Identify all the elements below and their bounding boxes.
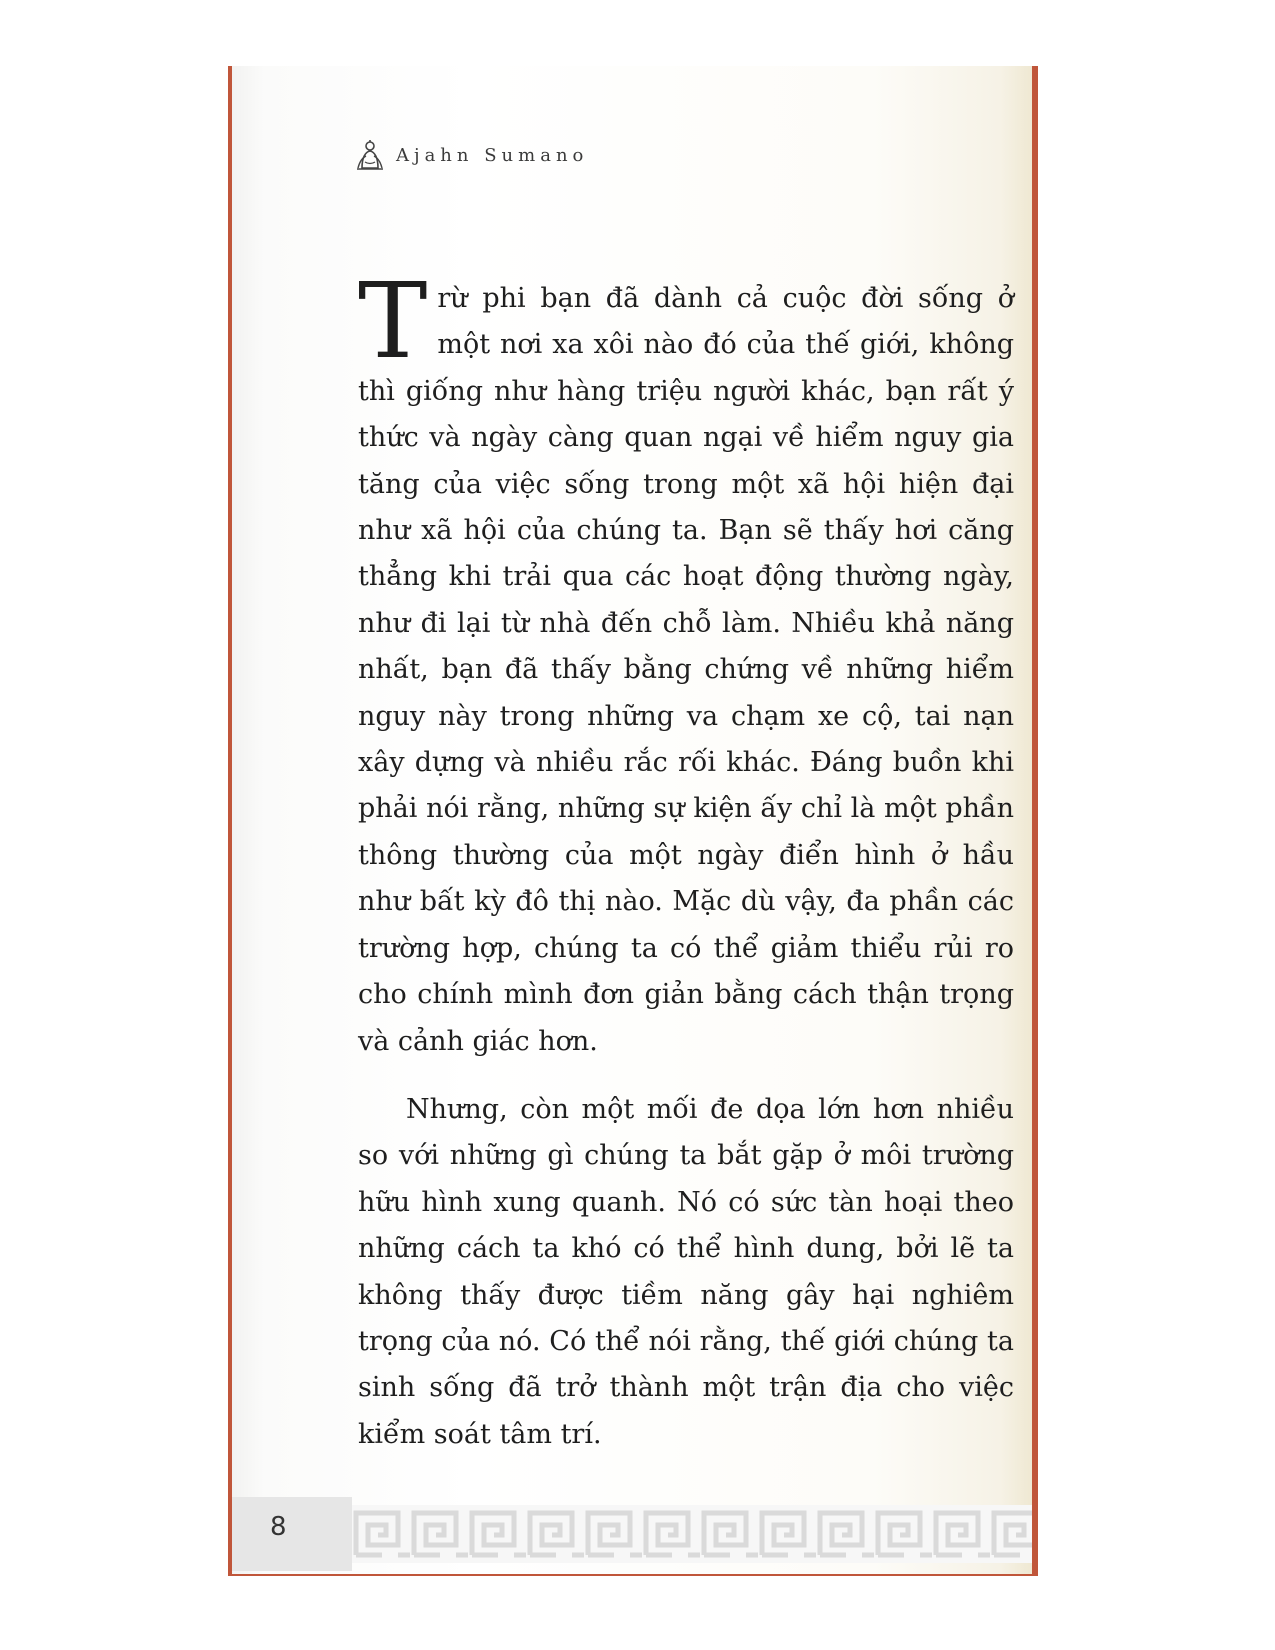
- author-name: Ajahn Sumano: [396, 144, 589, 166]
- page-number-box: [232, 1497, 352, 1571]
- paragraph-1-text: rừ phi bạn đã dành cả cuộc đời sống ở một nơi xa xôi nào đó của thế giới, không thì giống như hàng triệu người khác, bạn rất ý thức và ngày càng quan ngại về hiểm nguy gia tăng của việc sống trong một xã hội hiện đại như xã hội của chúng ta. Bạn sẽ thấy hơi căng thẳng khi trải qua các hoạt động thường ngày, như đi lại từ nhà đến chỗ làm. Nhiều khả năng nhất, bạn đã thấy bằng chứng về những hiểm nguy này trong những va chạm xe cộ, tai nạn xây dựng và nhiều rắc rối khác. Đáng buồn khi phải nói rằng, những sự kiện ấy chỉ là một phần thông thường của một ngày điển hình ở hầu như bất kỳ đô thị nào. Mặc dù vậy, đa phần các trường hợp, chúng ta có thể giảm thiểu rủi ro cho chính mình đơn giản bằng cách thận trọng và cảnh giác hơn.: [358, 283, 1014, 1057]
- paragraph-2: Nhưng, còn một mối đe dọa lớn hơn nhiều so với những gì chúng ta bắt gặp ở môi trường hữu hình xung quanh. Nó có sức tàn hoại theo những cách ta khó có thể hình dung, bởi lẽ ta không thấy được tiềm năng gây hại nghiêm trọng của nó. Có thể nói rằng, thế giới chúng ta sinh sống đã trở thành một trận địa cho việc kiểm soát tâm trí.: [358, 1093, 1014, 1450]
- body-text: [358, 260, 1014, 1458]
- paragraph-1: [358, 260, 1014, 1065]
- greek-key-border: [352, 1505, 1032, 1563]
- buddha-emblem-icon: [356, 140, 384, 170]
- running-header: [356, 140, 588, 170]
- page-number: 8: [270, 1512, 287, 1542]
- drop-cap: T: [358, 260, 428, 382]
